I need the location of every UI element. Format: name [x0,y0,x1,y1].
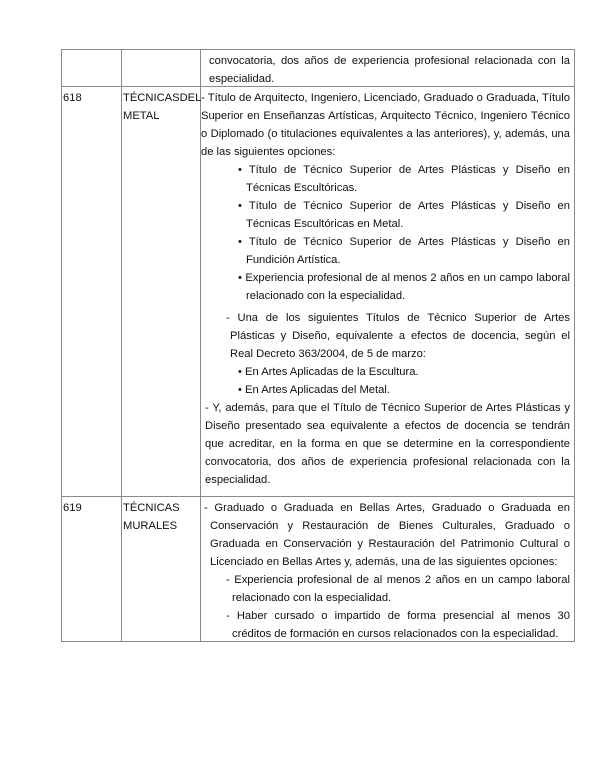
requirement-second-option: • En Artes Aplicadas de la Escultura. [238,366,419,378]
specialty-name-line2: METAL [123,110,160,122]
cell-requirements [201,50,574,86]
continuation-line: especialidad. [209,73,275,85]
cell-requirements [201,497,574,641]
requirement-option: • Título de Técnico Superior de Artes Plásticas y Diseño en Técnicas Escultóricas en Metal. [238,200,570,230]
requirement-intro: - Título de Arquitecto, Ingeniero, Licenciado, Graduado o Graduada, Título Superior en Enseñanzas Artísticas, Arquitecto Técnico, Ingeniero Técnico o Diplomado (o titulaciones equivalentes a las anteriores), y, además, una de las siguientes opciones: [201,92,570,158]
continuation-line: convocatoria, dos años de experiencia profesional relacionada con la [209,55,570,67]
table-row-continuation [62,50,574,86]
specialty-word: TÉCNICAS [123,92,180,104]
requirements-table [61,49,575,642]
cell-code: 618 [62,87,122,496]
requirement-option: • Experiencia profesional de al menos 2 años en un campo laboral relacionado con la especialidad. [238,272,570,302]
requirement-second-option: • En Artes Aplicadas del Metal. [238,384,390,396]
requirement-intro: - Graduado o Graduada en Bellas Artes, Graduado o Graduada en Conservación y Restauración de Bienes Culturales, Graduado o Graduada en Conservación y Restauración del Patrimonio Cultural o Licenciado en Bellas Artes y, además, una de las siguientes opciones: [204,502,570,568]
requirement-option: - Experiencia profesional de al menos 2 años en un campo laboral relacionado con la especialidad. [226,574,570,604]
cell-code [62,50,122,86]
cell-code: 619 [62,497,122,641]
cell-specialty [122,497,201,641]
requirement-option: • Título de Técnico Superior de Artes Plásticas y Diseño en Técnicas Escultóricas. [238,164,570,194]
table-row-619 [62,496,574,641]
requirement-option: - Haber cursado o impartido de forma presencial al menos 30 créditos de formación en cursos relacionados con la especialidad. [226,610,570,640]
specialty-name-line1 [123,89,200,107]
specialty-name-line1: TÉCNICAS [123,502,180,514]
requirement-third: - Y, además, para que el Título de Técnico Superior de Artes Plásticas y Diseño presentado sea equivalente a efectos de docencia se tendrán que acreditar, en la forma en que se determine en la correspondiente convocatoria, dos años de experiencia profesional relacionada con la especialidad. [205,402,570,486]
cell-specialty [122,87,201,496]
cell-requirements [201,87,574,496]
cell-specialty [122,50,201,86]
requirement-option: • Título de Técnico Superior de Artes Plásticas y Diseño en Fundición Artística. [238,236,570,266]
table-row-618 [62,86,574,496]
specialty-name-line2: MURALES [123,520,178,532]
requirement-second: - Una de los siguientes Títulos de Técnico Superior de Artes Plásticas y Diseño, equivalente a efectos de docencia, según el Real Decreto 363/2004, de 5 de marzo: [226,312,570,360]
specialty-word: DEL [179,92,202,104]
